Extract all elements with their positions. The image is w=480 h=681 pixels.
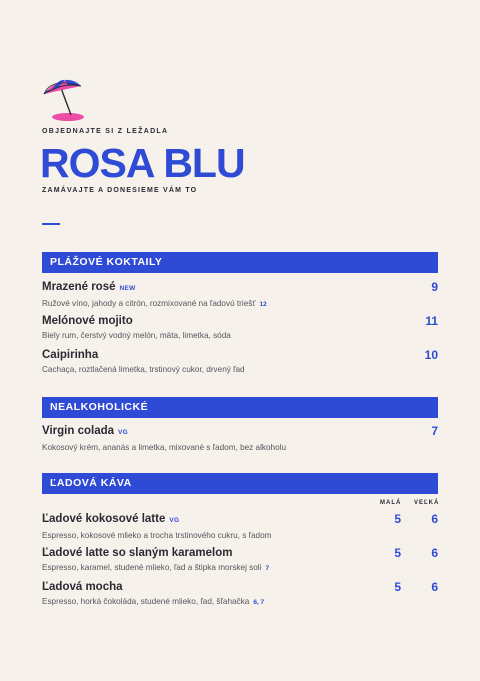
item-description: Espresso, horká čokoláda, studené mlieko, ľad, šľahačka [42, 597, 250, 606]
item-name: Ľadová mocha [42, 581, 123, 593]
header-eyebrow: OBJEDNAJTE SI Z LEŽADLA [42, 128, 169, 135]
vegan-badge: VG [118, 429, 129, 436]
menu-item [42, 314, 438, 341]
section-header-iced-coffee: ĽADOVÁ KÁVA [42, 473, 438, 494]
item-description: Espresso, kokosové mlieko a trocha trstinového cukru, s ľadom [42, 531, 272, 540]
item-name: Mrazené rosé [42, 281, 116, 293]
item-price: 10 [424, 348, 438, 362]
beach-umbrella-icon [41, 74, 89, 122]
menu-item [42, 546, 438, 574]
item-description: Kokosový krém, ananás a limetka, mixované s ľadom, bez alkoholu [42, 443, 287, 452]
item-price-large: 6 [431, 512, 438, 526]
item-name: Caipirinha [42, 349, 99, 361]
vegan-badge: VG [169, 517, 180, 524]
item-price-large: 6 [431, 546, 438, 560]
allergen-code: 7 [265, 565, 270, 572]
menu-item [42, 424, 438, 453]
menu-item [42, 280, 438, 310]
item-price: 11 [425, 314, 438, 328]
item-name: Melónové mojito [42, 315, 133, 327]
new-badge: NEW [119, 285, 136, 292]
item-price-small: 5 [394, 546, 401, 560]
item-price-large: 6 [431, 580, 438, 594]
section-header-cocktails: PLÁŽOVÉ KOKTAILY [42, 252, 438, 273]
item-description: Biely rum, čerstvý vodný melón, mäta, limetka, sóda [42, 331, 231, 340]
menu-item [42, 512, 438, 541]
menu-item [42, 580, 438, 608]
item-description: Ružové víno, jahody a citrón, rozmixované na ľadovú triešť [42, 299, 256, 308]
item-description: Cachaça, roztlačená limetka, trstinový cukor, drvený ľad [42, 365, 245, 374]
page-title: ROSA BLU [40, 140, 245, 186]
item-description: Espresso, karamel, studené mlieko, ľad a štipka morskej soli [42, 563, 262, 572]
item-name: Virgin colada [42, 425, 115, 437]
item-price: 7 [431, 424, 438, 438]
section-header-nonalcoholic: NEALKOHOLICKÉ [42, 397, 438, 418]
item-name: Ľadové kokosové latte [42, 513, 166, 525]
header-tagline: ZAMÁVAJTE A DONESIEME VÁM TO [42, 187, 198, 194]
item-name: Ľadové latte so slaným karamelom [42, 547, 233, 559]
allergen-code: 6, 7 [253, 599, 265, 606]
size-header-large: VEĽKÁ [414, 500, 440, 506]
item-price: 9 [431, 280, 438, 294]
allergen-code: 12 [259, 301, 267, 308]
menu-item [42, 348, 438, 375]
item-price-small: 5 [394, 512, 401, 526]
item-price-small: 5 [394, 580, 401, 594]
size-header-small: MALÁ [380, 500, 402, 506]
divider [42, 223, 60, 225]
